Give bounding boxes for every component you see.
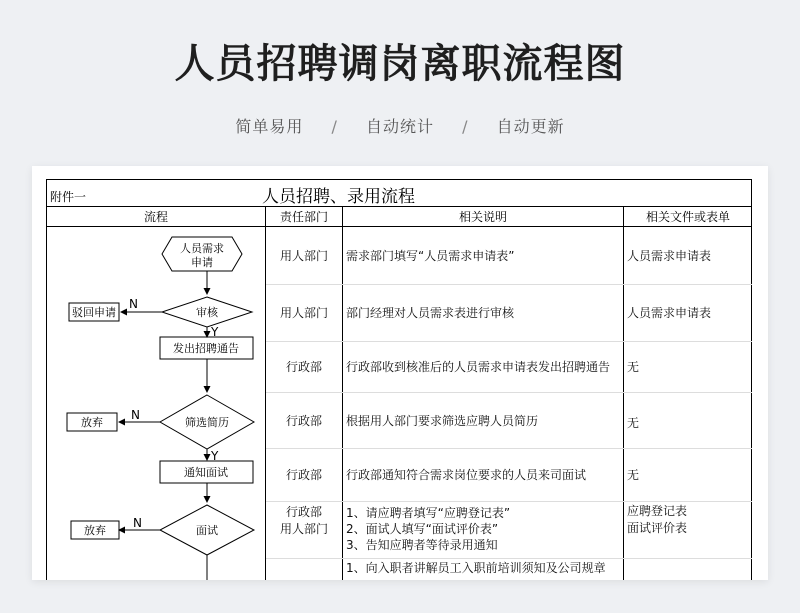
tag-stats: 自动统计 [365,117,434,136]
column-divider [342,207,343,580]
no-label: N [131,408,140,422]
appendix-label: 附件一 [50,190,87,204]
document-sheet [32,166,768,590]
row-dept: 行政部 [285,505,322,519]
row-dept: 行政部 [285,360,322,374]
row-doc: 无 [627,468,640,482]
interview-label: 面试 [196,524,218,537]
review-label: 审核 [196,306,218,319]
row-desc-line: 1、请应聘者填写“应聘登记表” [346,506,511,520]
row-dept: 行政部 [285,414,322,428]
row-divider [266,341,752,342]
column-header-desc: 相关说明 [343,207,623,227]
row-doc-line: 面试评价表 [627,521,688,535]
no-label: N [133,516,142,530]
subtitle-tags [0,114,800,137]
start-node-label: 申请 [191,256,213,269]
process-form [46,179,752,590]
flowchart [47,227,265,590]
no-label: N [129,297,138,311]
row-desc: 行政部通知符合需求岗位要求的人员来司面试 [346,468,587,482]
row-desc-line: 1、向入职者讲解员工入职前培训须知及公司规章 [346,561,606,575]
row-dept: 行政部 [285,468,322,482]
row-divider [266,558,752,559]
row-divider [266,392,752,393]
form-titlebar [47,180,751,207]
yes-label: Y [211,449,219,463]
tag-easy: 简单易用 [235,117,304,136]
start-node-label: 人员需求 [180,242,224,255]
page-title: 人员招聘调岗离职流程图 [174,41,626,87]
screen-label: 筛选简历 [185,416,229,429]
row-desc-line: 2、面试人填写“面试评价表” [346,522,499,536]
discard1-label: 放弃 [81,416,103,429]
tag-separator: / [331,117,338,136]
row-dept: 用人部门 [279,249,328,263]
row-doc: 无 [627,360,640,374]
row-doc: 无 [627,416,640,430]
tag-separator: / [462,117,469,136]
row-divider [266,448,752,449]
row-dept: 用人部门 [279,522,328,536]
reject-review-label: 驳回申请 [72,306,116,319]
row-doc-line: 应聘登记表 [627,504,688,518]
row-divider [266,501,752,502]
discard2-label: 放弃 [84,524,106,537]
yes-label: Y [211,579,219,590]
row-desc: 部门经理对人员需求表进行审核 [346,306,515,320]
row-doc: 人员需求申请表 [627,249,712,263]
row-doc: 人员需求申请表 [627,306,712,320]
row-desc-line: 3、告知应聘者等待录用通知 [346,538,498,552]
row-divider [266,284,752,285]
column-header-flow: 流程 [47,207,265,227]
yes-label: Y [211,325,219,339]
row-desc: 行政部收到核准后的人员需求申请表发出招聘通告 [346,360,611,374]
column-header-dept: 责任部门 [266,207,342,227]
interview-notice-label: 通知面试 [184,466,228,479]
notice-label: 发出招聘通告 [173,342,239,355]
column-divider [623,207,624,580]
column-header-docs: 相关文件或表单 [624,207,752,227]
tag-update: 自动更新 [496,117,565,136]
form-title: 人员招聘、录用流程 [262,187,415,207]
row-dept: 用人部门 [279,306,328,320]
row-desc: 需求部门填写“人员需求申请表” [346,249,515,263]
row-desc: 根据用人部门要求筛选应聘人员简历 [346,414,539,428]
